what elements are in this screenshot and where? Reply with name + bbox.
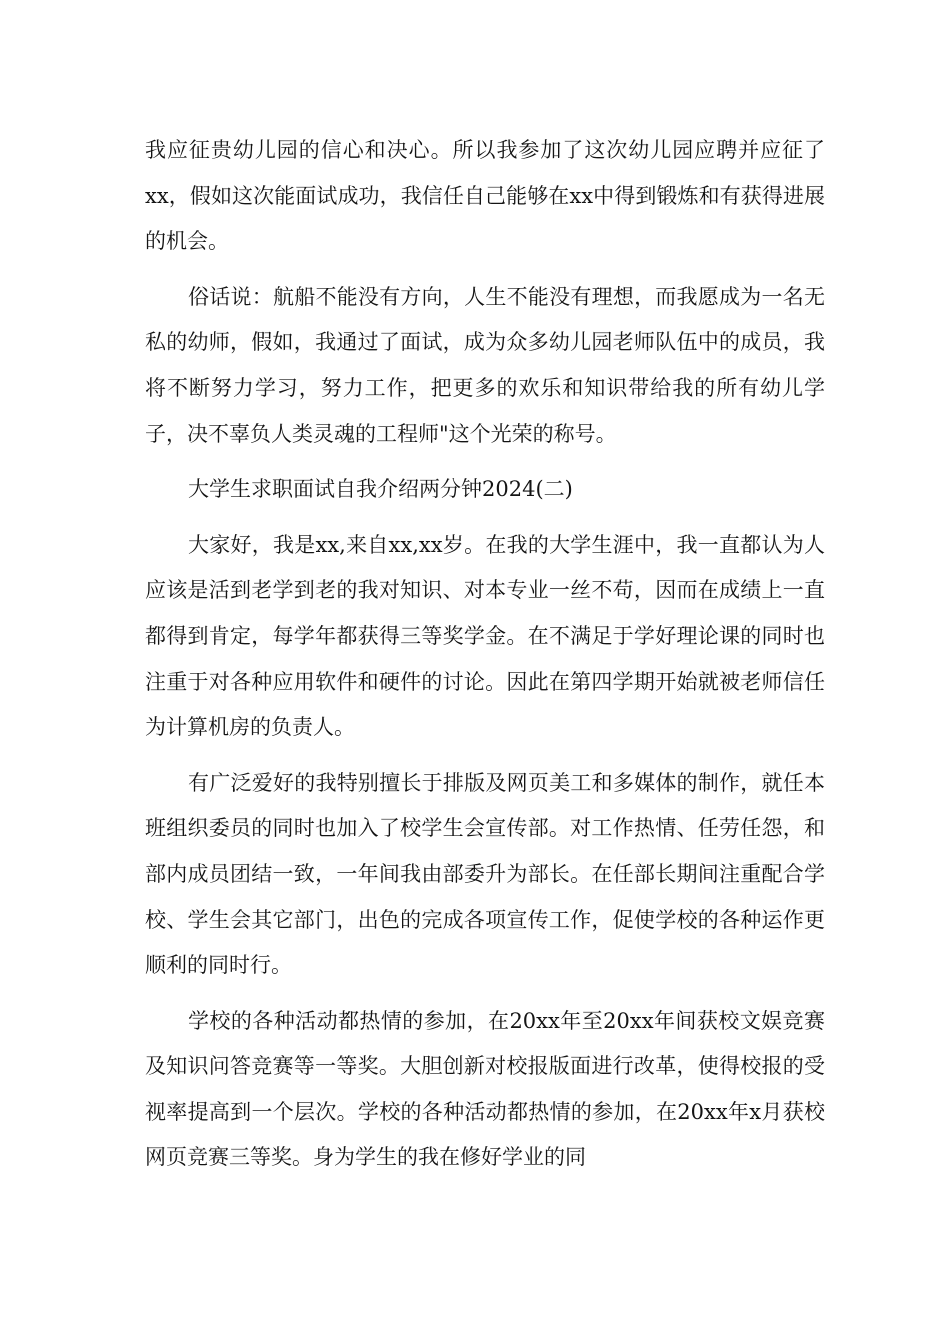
paragraph-continuation: 我应征贵幼儿园的信心和决心。所以我参加了这次幼儿园应聘并应征了xx，假如这次能面试成功，我信任自己能够在xx中得到锻炼和有获得进展的机会。 (145, 138, 825, 254)
section-heading: 大学生求职面试自我介绍两分钟2024(二) (188, 477, 573, 502)
paragraph-intro: 大家好，我是xx,来自xx,xx岁。在我的大学生涯中，我一直都认为人应该是活到老学到老的我对知识、对本专业一丝不苟，因而在成绩上一直都得到肯定，每学年都获得三等奖学金。在不满足于学好理论课的同时也注重于对各种应用软件和硬件的讨论。因此在第四学期开始就被老师信任为计算机房的负责人。 (145, 532, 825, 740)
paragraph-activities: 学校的各种活动都热情的参加，在20xx年至20xx年间获校文娱竞赛及知识问答竞赛等一等奖。大胆创新对校报版面进行改革，使得校报的受视率提高到一个层次。学校的各种活动都热情的参加，在20xx年x月获校网页竞赛三等奖。身为学生的我在修好学业的同 (145, 1008, 825, 1170)
paragraph-hobbies: 有广泛爱好的我特别擅长于排版及网页美工和多媒体的制作，就任本班组织委员的同时也加入了校学生会宣传部。对工作热情、任劳任怨，和部内成员团结一致，一年间我由部委升为部长。在任部长期间注重配合学校、学生会其它部门，出色的完成各项宣传工作，促使学校的各种运作更顺利的同时行。 (145, 770, 825, 978)
paragraph-proverb: 俗话说：航船不能没有方向，人生不能没有理想，而我愿成为一名无私的幼师，假如，我通过了面试，成为众多幼儿园老师队伍中的成员，我将不断努力学习，努力工作，把更多的欢乐和知识带给我的所有幼儿学子，决不辜负人类灵魂的工程师"这个光荣的称号。 (145, 284, 825, 446)
document-body (145, 128, 825, 1181)
